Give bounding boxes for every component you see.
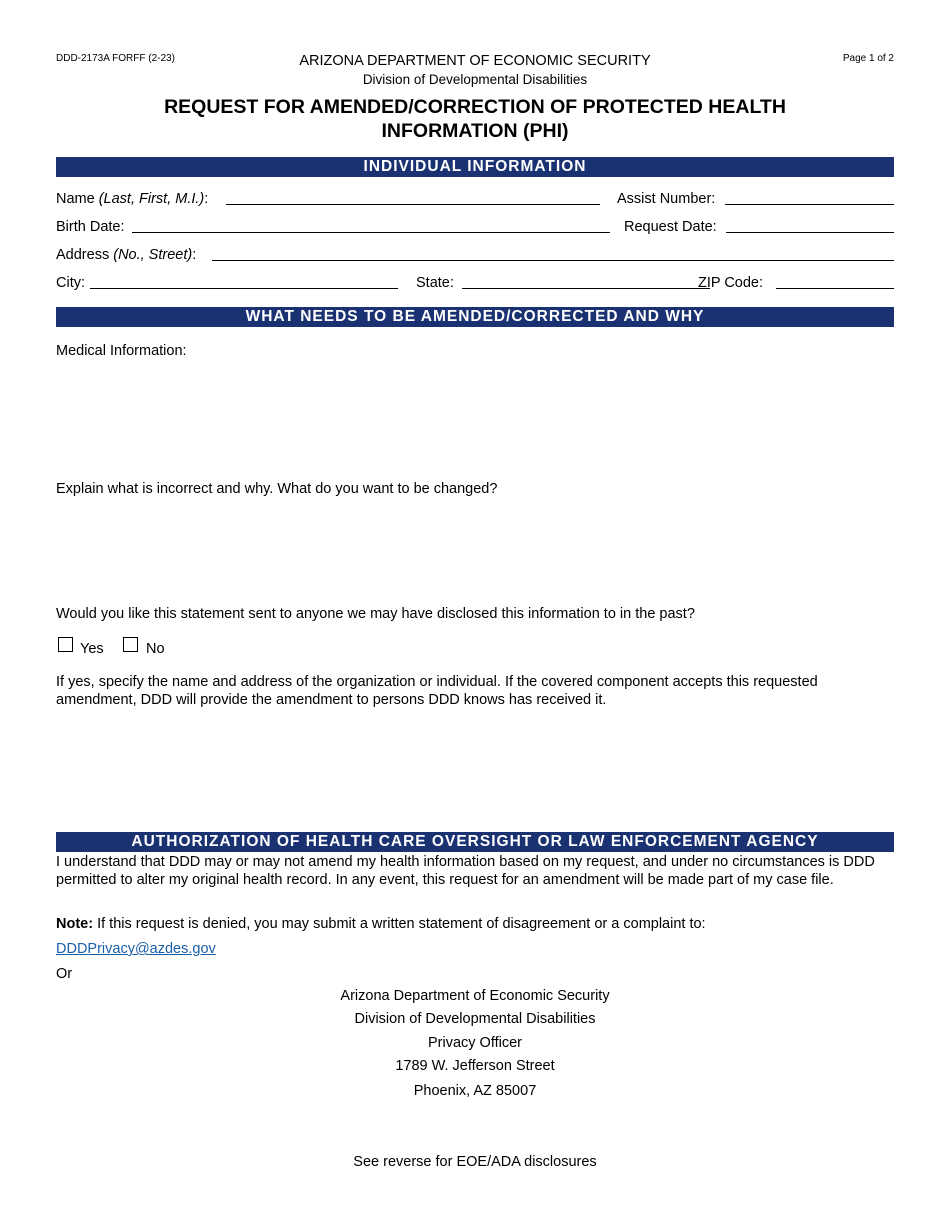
request-date-label: Request Date: bbox=[624, 219, 717, 235]
row-city-state-zip bbox=[56, 273, 894, 293]
title-line-2: INFORMATION (PHI) bbox=[381, 120, 569, 142]
disclosure-question: Would you like this statement sent to anyone we may have disclosed this information to in the past? bbox=[56, 606, 695, 622]
yes-label: Yes bbox=[80, 641, 104, 657]
birth-date-input[interactable] bbox=[132, 232, 610, 233]
address-line-5: Phoenix, AZ 85007 bbox=[413, 1083, 537, 1099]
section-header-authorization: AUTHORIZATION OF HEALTH CARE OVERSIGHT OR LAW ENFORCEMENT AGENCY bbox=[56, 832, 894, 852]
specify-instructions: If yes, specify the name and address of the organization or individual. If the covered component accepts this requested amendment, DDD will provide the amendment to persons DDD knows has received it. bbox=[56, 674, 818, 708]
form-number: DDD-2173A FORFF (2-23) bbox=[56, 53, 175, 64]
address-line-4: 1789 W. Jefferson Street bbox=[395, 1058, 555, 1074]
state-label: State: bbox=[416, 275, 454, 291]
yes-checkbox[interactable] bbox=[58, 637, 73, 652]
zip-code-label: ZIP Code: bbox=[698, 275, 764, 291]
row-address bbox=[56, 245, 894, 265]
page-title bbox=[100, 95, 850, 143]
explain-area[interactable] bbox=[56, 500, 894, 600]
address-line-2: Division of Developmental Disabilities bbox=[354, 1011, 596, 1027]
authorization-statement: I understand that DDD may or may not amend my health information based on my request, and under no circumstances is DDD permitted to alter my original health record. In any event, this request for an amendment will be made part of my case file. bbox=[56, 854, 875, 888]
disclosure-options bbox=[56, 637, 256, 657]
division-name: Division of Developmental Disabilities bbox=[362, 72, 588, 87]
assist-number-input[interactable] bbox=[725, 204, 894, 205]
row-birth-request bbox=[56, 217, 894, 237]
or-text: Or bbox=[56, 966, 73, 982]
request-date-input[interactable] bbox=[726, 232, 894, 233]
city-input[interactable] bbox=[90, 288, 398, 289]
address-line-3: Privacy Officer bbox=[427, 1035, 522, 1051]
section-header-individual: INDIVIDUAL INFORMATION bbox=[56, 157, 894, 177]
no-label: No bbox=[146, 641, 165, 657]
assist-number-label: Assist Number: bbox=[617, 191, 716, 207]
address-label: Address (No., Street): bbox=[56, 247, 197, 263]
medical-information-label: Medical Information: bbox=[56, 343, 187, 359]
explain-label: Explain what is incorrect and why. What do you want to be changed? bbox=[56, 481, 498, 497]
zip-code-input[interactable] bbox=[776, 288, 894, 289]
page-number: Page 1 of 2 bbox=[842, 53, 894, 64]
medical-information-area[interactable] bbox=[56, 362, 894, 472]
name-label: Name (Last, First, M.I.): bbox=[56, 191, 209, 207]
state-input[interactable] bbox=[462, 288, 710, 289]
city-label: City: bbox=[56, 275, 85, 291]
specify-area[interactable] bbox=[56, 712, 894, 822]
email-row bbox=[56, 940, 894, 958]
name-input[interactable] bbox=[226, 204, 600, 205]
row-name-assist bbox=[56, 189, 894, 209]
note-text: Note: If this request is denied, you may submit a written statement of disagreement or a complaint to: bbox=[56, 916, 706, 932]
agency-name: ARIZONA DEPARTMENT OF ECONOMIC SECURITY bbox=[299, 53, 651, 69]
privacy-email-link[interactable]: DDDPrivacy@azdes.gov bbox=[56, 941, 216, 957]
no-checkbox[interactable] bbox=[123, 637, 138, 652]
birth-date-label: Birth Date: bbox=[56, 219, 125, 235]
note-label: Note: bbox=[56, 916, 94, 932]
address-input[interactable] bbox=[212, 260, 894, 261]
section-header-amend: WHAT NEEDS TO BE AMENDED/CORRECTED AND WHY bbox=[56, 307, 894, 327]
footer-note: See reverse for EOE/ADA disclosures bbox=[353, 1154, 597, 1170]
title-line-1: REQUEST FOR AMENDED/CORRECTION OF PROTECTED HEALTH bbox=[164, 96, 786, 118]
address-line-1: Arizona Department of Economic Security bbox=[340, 988, 610, 1004]
